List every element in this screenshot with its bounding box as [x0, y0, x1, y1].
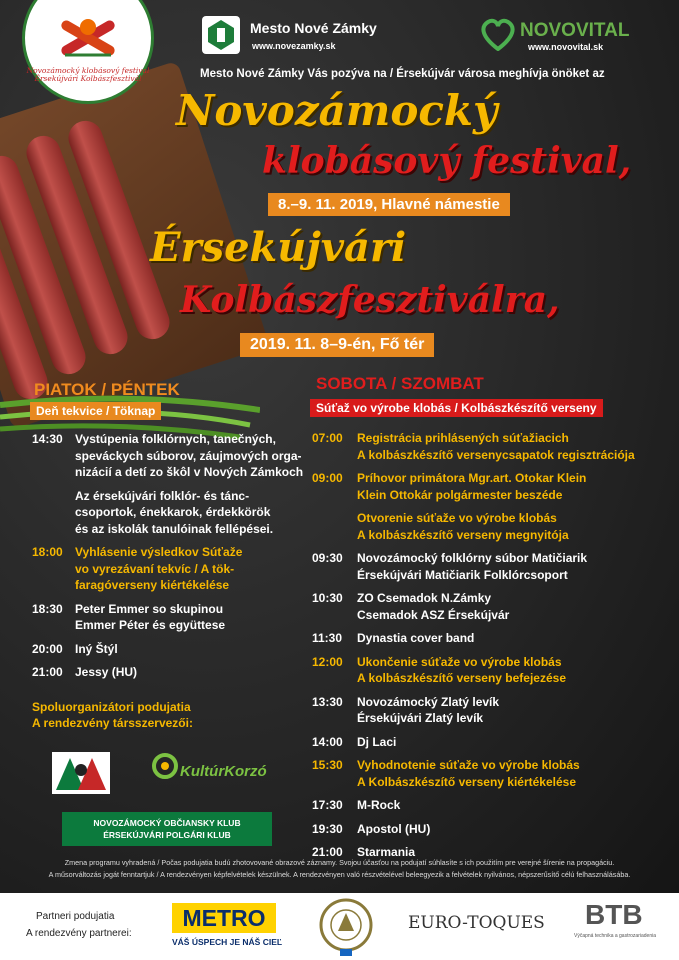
program-text: vo vyrezávaní tekvíc / A tök-	[75, 561, 235, 576]
partners-label-hu: A rendezvény partnerei:	[26, 928, 132, 939]
program-text: Klein Ottokár polgármester beszéde	[357, 487, 563, 502]
title-hu-line2: Kolbászfesztiválra,	[180, 279, 560, 321]
title-hu-line1: Érsekújvári	[150, 224, 407, 271]
program-text: Dj Laci	[357, 734, 397, 749]
metro-logo	[172, 903, 276, 933]
program-text: nizácií a detí zo škôl v Nových Zámkoch	[75, 465, 304, 479]
club-name-sk: NOVOZÁMOCKÝ OBČIANSKY KLUB	[93, 818, 241, 828]
date-sk: 8.–9. 11. 2019, Hlavné námestie	[268, 193, 510, 216]
program-time: 18:00	[32, 545, 63, 559]
program-time: 10:30	[312, 591, 343, 605]
program-text: Érsekújvári Zlatý levík	[357, 711, 484, 725]
logo-text-hu: Érsekújvári Kolbászfesztivál	[34, 73, 142, 83]
program-text: Csemadok ASZ Érsekújvár	[357, 607, 510, 622]
program-time: 12:00	[312, 654, 343, 669]
program-time: 19:30	[312, 821, 343, 836]
friday-title: PIATOK / PÉNTEK	[34, 380, 180, 399]
program-time: 21:00	[312, 845, 343, 859]
program-text: csoportok, énekkarok, érdekkörök	[75, 505, 271, 519]
program-text: Starmania	[357, 845, 416, 859]
program-time: 13:30	[312, 694, 343, 709]
saturday-title: SOBOTA / SZOMBAT	[316, 374, 484, 393]
program-text: A kolbászkészítő versenycsapatok regisztrációja	[357, 447, 635, 462]
association-seal-icon	[318, 897, 374, 957]
program-time: 07:00	[312, 431, 343, 445]
program-text: Emmer Péter és együttese	[75, 618, 226, 632]
program-text: Vystúpenia folklórnych, tanečných,	[75, 432, 276, 446]
program-text: Registrácia prihlásených súťažiacich	[357, 431, 569, 445]
program-time: 15:30	[312, 758, 343, 772]
partners-footer	[0, 893, 679, 960]
program-text: és az iskolák tanulóinak fellépései.	[75, 521, 274, 536]
program-text: ZO Csemadok N.Zámky	[357, 591, 492, 605]
program-time: 11:30	[312, 631, 343, 645]
program-text: Vyhodnotenie súťaže vo výrobe klobás	[357, 758, 580, 772]
coorganizers-label-hu: A rendezvény társszervezői:	[32, 716, 193, 730]
sausage-cross-icon	[53, 15, 123, 63]
program-text: Ukončenie súťaže vo výrobe klobás	[357, 654, 562, 669]
sponsor-name: NOVOVITAL	[520, 20, 630, 41]
btb-logo: BTB	[585, 899, 643, 930]
program-text: Érsekújvári Matičiarik Folklórcsoport	[357, 567, 568, 582]
friday-subtitle: Deň tekvice / Töknap	[30, 402, 161, 420]
kulturkorzo-icon	[150, 752, 180, 792]
title-sk-line1: Novozámocký	[176, 86, 498, 135]
kulturkorzo-logo-text: KultúrKorzó	[180, 763, 267, 780]
program-text: Iný Štýl	[75, 641, 118, 656]
city-name: Mesto Nové Zámky	[250, 20, 377, 36]
program-time: 09:00	[312, 471, 343, 485]
program-text: Az érsekújvári folklór- és tánc-	[75, 488, 250, 503]
title-sk-line2: klobásový festival,	[262, 140, 632, 182]
novovital-heart-icon	[480, 17, 516, 51]
program-text: Vyhlásenie výsledkov Súťaže	[75, 545, 243, 559]
club-logo-icon	[50, 750, 112, 796]
program-text: Novozámocký Zlatý levík	[357, 694, 500, 709]
program-text: M-Rock	[357, 798, 401, 812]
disclaimer-hu: A műsorváltozás jogát fenntartjuk / A rendezvényen képfelvételek készülnek. A rendezvényen való részvételével beleegyezik a felvételek nyilvános, népszerűsítő célú felhasználásába.	[48, 870, 631, 879]
program-text: speváckych súborov, záujmových orga-	[75, 448, 302, 463]
program-text: Otvorenie súťaže vo výrobe klobás	[357, 511, 557, 525]
sponsor-url: www.novovital.sk	[528, 42, 604, 52]
saturday-subtitle: Súťaž vo výrobe klobás / Kolbászkészítő verseny	[310, 399, 603, 417]
program-text: A Kolbászkészítő verseny kiértékelése	[357, 774, 577, 789]
metro-text: METRO	[182, 905, 266, 931]
program-time: 09:30	[312, 551, 343, 565]
city-url: www.novezamky.sk	[252, 41, 336, 51]
btb-subtitle: Výčapná technika a gastrozariadenia	[574, 933, 656, 939]
city-coat-of-arms-icon	[200, 14, 242, 56]
date-hu: 2019. 11. 8–9-én, Fő tér	[240, 333, 434, 357]
program-time: 17:30	[312, 798, 343, 812]
program-time: 14:00	[312, 734, 343, 749]
program-text: Peter Emmer so skupinou	[75, 601, 224, 616]
eurotoques-logo: EURO-TOQUES	[408, 913, 545, 933]
program-text: Novozámocký folklórny súbor Matičiarik	[357, 551, 588, 565]
program-text: Príhovor primátora Mgr.art. Otokar Klein	[357, 471, 587, 485]
program-time: 14:30	[32, 432, 63, 446]
coorganizers-label-sk: Spoluorganizátori podujatia	[32, 700, 191, 714]
program-time: 20:00	[32, 641, 63, 656]
disclaimer-sk: Zmena programu vyhradená / Počas podujatia budú zhotovované obrazové záznamy. Svojou účasťou na podujatí súhlasíte s ich použitím pre verejné šírenie na propagáciu.	[64, 858, 615, 867]
program-text: Jessy (HU)	[75, 665, 138, 679]
partners-label-sk: Partneri podujatia	[36, 911, 115, 922]
club-name-hu: ÉRSEKÚJVÁRI POLGÁRI KLUB	[103, 830, 231, 840]
program-text: Apostol (HU)	[357, 821, 431, 836]
metro-slogan: VÁŠ ÚSPECH JE NÁŠ CIEĽ	[172, 937, 283, 947]
logo-text-sk: Novozámocký klobásový festival	[26, 65, 150, 75]
club-name-box	[62, 812, 272, 846]
program-text: Dynastia cover band	[357, 631, 475, 645]
program-time: 18:30	[32, 601, 63, 616]
program-time: 21:00	[32, 665, 63, 679]
program-text: faragóverseny kiértékelése	[75, 578, 230, 592]
invitation-text: Mesto Nové Zámky Vás pozýva na / Érsekújvár városa meghívja önöket az	[200, 68, 605, 80]
program-text: A kolbászkészítő verseny megnyitója	[357, 527, 569, 542]
program-text: A kolbászkészítő verseny befejezése	[357, 671, 566, 685]
